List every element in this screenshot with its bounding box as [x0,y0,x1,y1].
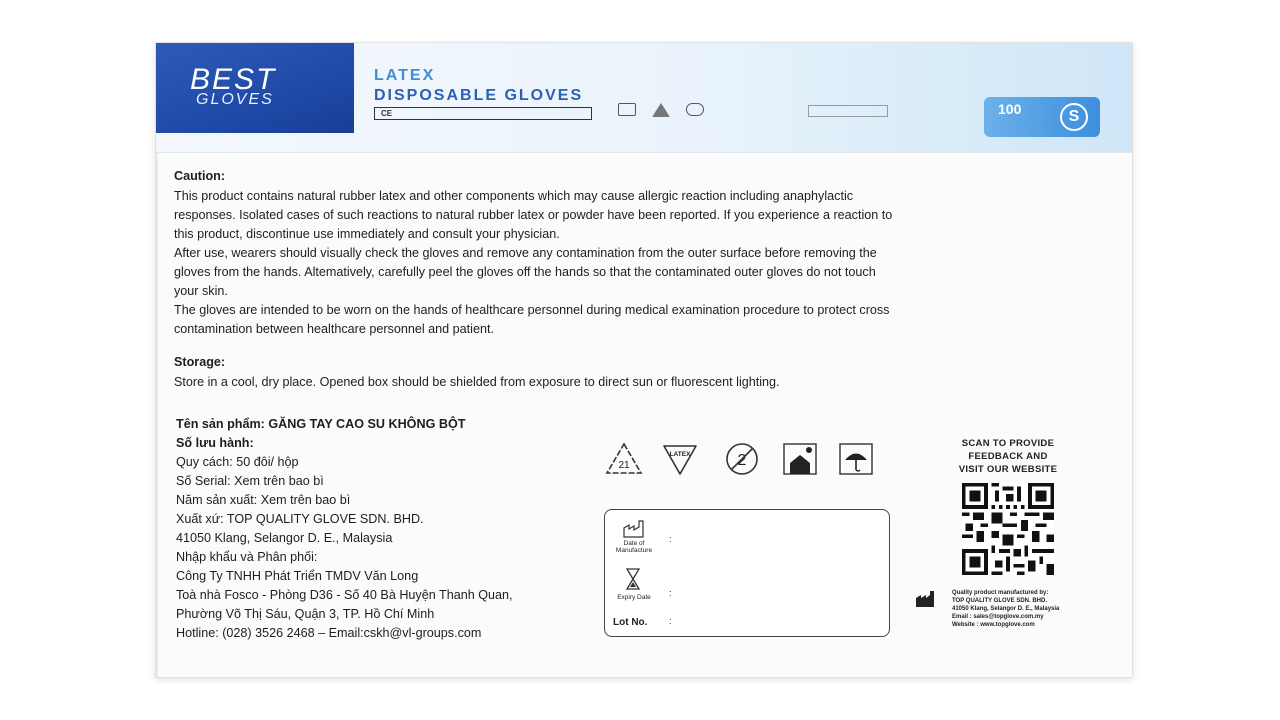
manufacture-date-label: Date of Manufacture [615,540,653,554]
scan-line: SCAN TO PROVIDE [961,438,1055,449]
latex-word: LATEX [669,451,691,458]
scan-line: VISIT OUR WEBSITE [958,464,1058,475]
vn-importer-address1: Toà nhà Fosco - Phòng D36 - Số 40 Bà Huyện Thanh Quan, [176,588,513,602]
manufacturer-address: 41050 Klang, Selangor D. E., Malaysia [952,606,1060,612]
manufacturer-title: Quality product manufactured by: [952,590,1049,596]
vn-origin-address: 41050 Klang, Selangor D. E., Malaysia [176,531,393,545]
caution-line: This product contains natural rubber latex and other components which may cause allergic reaction including anaphylactic [174,189,854,203]
keep-from-sunlight-icon [780,441,820,477]
recycle-icon [604,441,644,477]
package-icon [618,103,636,116]
caution-line: contamination between healthcare personnel and patient. [174,322,494,336]
caution-line: After use, wearers should visually check the gloves and remove any contamination from the outer surface before removing the [174,246,877,260]
header-info-box [808,105,888,117]
vn-registration: Số lưu hành: [176,436,254,450]
caution-text [174,187,1084,339]
date-lot-panel [604,509,890,637]
vn-year: Năm sản xuất: Xem trên bao bì [176,493,351,507]
ce-mark: CE [381,109,393,118]
caution-line: responses. Isolated cases of such reactions to natural rubber latex or powder have been reported. If you experience a reaction to [174,208,893,222]
expiry-date-label: Expiry Date [617,594,651,601]
manufacturer-details [952,589,1059,629]
hourglass-icon [625,568,641,590]
latex-triangle-icon [660,441,700,477]
brand-logo-block [156,43,354,133]
sunlight-symbol [780,441,820,482]
manufacturer-name: TOP QUALITY GLOVE SDN. BHD. [952,598,1048,604]
factory-icon [623,520,645,538]
scan-instructions [944,437,1072,476]
hand-icon [686,103,704,116]
vn-serial: Số Serial: Xem trên bao bì [176,474,324,488]
brand-name-line1: BEST [190,63,277,96]
ce-certification-strip [374,107,592,120]
single-use-symbol [722,441,762,482]
storage-heading: Storage: [174,355,226,369]
vn-hotline: Hotline: (028) 3526 2468 – Email:cskh@vl-groups.com [176,626,482,640]
vn-importer-label: Nhập khẩu và Phân phối: [176,550,318,564]
product-type: LATEX [374,67,436,84]
latex-symbol [660,441,700,482]
vn-product-name: Tên sản phẩm: GĂNG TAY CAO SU KHÔNG BỘT [176,417,466,431]
manufacture-colon: : [669,534,672,544]
brand-name-line2: GLOVES [196,91,274,108]
caution-line: The gloves are intended to be worn on the hands of healthcare personnel during medical examination procedure to protect cross [174,303,890,317]
manufacturer-icon [916,591,936,607]
header-icons-row [618,103,704,117]
single-use-number: 2 [737,452,747,469]
qr-code-icon[interactable] [962,483,1054,575]
glove-count: 100 [998,101,1022,117]
vn-origin: Xuất xứ: TOP QUALITY GLOVE SDN. BHD. [176,512,424,526]
umbrella-icon [836,441,876,477]
keep-dry-symbol [836,441,876,482]
manufacturer-website: Website : www.topglove.com [952,622,1035,628]
lot-colon: : [669,616,672,626]
product-title: DISPOSABLE GLOVES [374,87,584,104]
recycle-symbol [604,441,644,482]
size-badge: S [1060,103,1088,131]
vn-importer-name: Công Ty TNHH Phát Triển TMDV Văn Long [176,569,419,583]
single-use-icon [722,441,762,477]
count-badge [984,97,1100,137]
lot-number-label: Lot No. [613,617,648,628]
recycle-number: 21 [618,460,630,471]
expiry-colon: : [669,588,672,598]
caution-line: gloves from the hands. Altematively, carefully peel the gloves off the hands so that the contaminated outer gloves do not touch [174,265,876,279]
scan-line: FEEDBACK AND [968,451,1048,462]
triangle-icon [652,103,670,117]
storage-text: Store in a cool, dry place. Opened box should be shielded from exposure to direct sun or fluorescent lighting. [174,375,780,389]
box-header-band [156,43,1133,153]
manufacturer-email: Email : sales@topglove.com.my [952,614,1044,620]
glove-box-back-panel [155,42,1133,678]
vn-importer-address2: Phường Võ Thị Sáu, Quận 3, TP. Hồ Chí Minh [176,607,435,621]
vn-spec: Quy cách: 50 đôi/ hộp [176,455,299,469]
caution-heading: Caution: [174,169,226,183]
caution-line: your skin. [174,284,228,298]
caution-line: this product, discontinue use immediately and consult your physician. [174,227,560,241]
